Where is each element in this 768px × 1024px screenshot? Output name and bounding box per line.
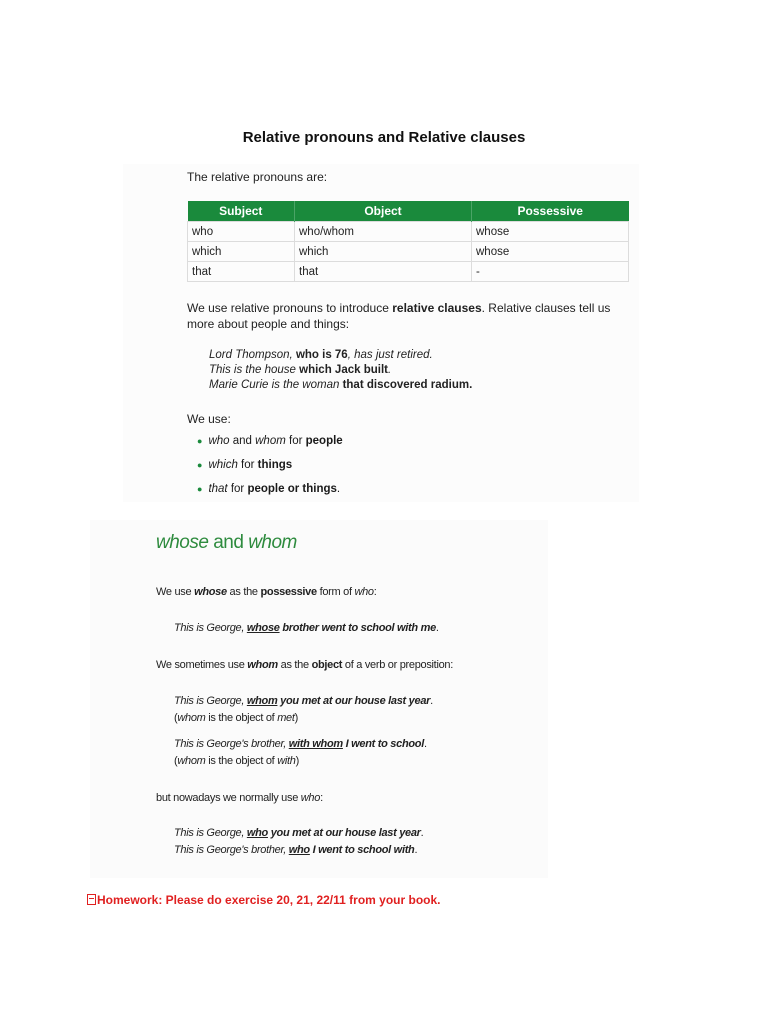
- text-span: brother went to school with me: [279, 622, 436, 634]
- bullet-dot-icon: ●: [197, 460, 203, 470]
- whom-example-2: [174, 738, 427, 750]
- text-span: We use relative pronouns to introduce: [187, 301, 393, 315]
- text-span: which: [208, 459, 238, 471]
- text-span: whom: [177, 755, 206, 767]
- text-span: whose: [194, 586, 227, 598]
- text-span: who: [300, 792, 321, 804]
- text-span: that: [208, 483, 228, 495]
- text-span: .: [420, 827, 424, 839]
- text-span: and: [229, 435, 256, 447]
- bold-term: people or things: [247, 483, 337, 495]
- whose-and-whom-panel: [90, 520, 548, 878]
- bold-term: things: [257, 459, 293, 471]
- table-row: [188, 222, 629, 242]
- bullet-dot-icon: ●: [197, 436, 203, 446]
- whom-note-2: [174, 755, 299, 767]
- table-cell: that: [295, 262, 472, 282]
- text-span: is the object of: [205, 712, 278, 724]
- underlined-term: who: [246, 827, 268, 839]
- text-span: ): [295, 755, 299, 767]
- underlined-term: with whom: [288, 738, 343, 750]
- text-span: We sometimes use: [156, 659, 248, 671]
- text-span: as the: [277, 659, 312, 671]
- text-span: whom: [247, 659, 278, 671]
- table-row: [188, 242, 629, 262]
- bold-term: people: [305, 435, 343, 447]
- clipboard-icon: [87, 894, 96, 905]
- text-span: whom: [255, 435, 286, 447]
- bullet-dot-icon: ●: [197, 484, 203, 494]
- underlined-term: who: [288, 844, 310, 856]
- who-example-2: [174, 844, 417, 856]
- text-span: . Relative clauses tell us more about people and things:: [187, 301, 611, 331]
- text-span: but nowadays we normally use: [156, 792, 301, 804]
- relative-clauses-paragraph: [187, 300, 627, 332]
- pronouns-intro: The relative pronouns are:: [187, 170, 328, 184]
- whose-whom-heading: [156, 532, 297, 554]
- who-example-1: [174, 827, 423, 839]
- example-line: [209, 378, 472, 393]
- text-span: whose: [156, 532, 209, 553]
- text-span: (: [174, 712, 178, 724]
- text-span: for: [227, 483, 248, 495]
- bold-term: that discovered radium.: [342, 379, 473, 391]
- homework-text: Homework: Please do exercise 20, 21, 22/11 from your book.: [97, 893, 441, 907]
- whose-example: [174, 622, 439, 634]
- homework-note: [87, 893, 441, 907]
- example-sentences: [209, 348, 472, 393]
- text-span: .: [435, 622, 439, 634]
- table-row: [188, 262, 629, 282]
- text-span: form of: [316, 586, 355, 598]
- text-span: you met at our house last year: [277, 695, 431, 707]
- text-span: This is George,: [174, 827, 247, 839]
- usage-bullet-list: [197, 434, 343, 506]
- text-span: of a verb or preposition:: [342, 659, 453, 671]
- text-span: ): [294, 712, 298, 724]
- text-span: who: [354, 586, 374, 598]
- underlined-term: whom: [246, 695, 278, 707]
- relative-pronouns-panel: [123, 164, 639, 502]
- text-span: .: [423, 738, 427, 750]
- table-cell: -: [472, 262, 629, 282]
- text-span: This is the house: [209, 364, 300, 376]
- text-span: This is George,: [174, 695, 247, 707]
- whose-explanation: [156, 586, 377, 598]
- we-use-label: We use:: [187, 412, 231, 426]
- header-subject: Subject: [188, 201, 295, 222]
- text-span: is the object of: [205, 755, 278, 767]
- underlined-term: whose: [246, 622, 280, 634]
- bold-term: object: [311, 659, 343, 671]
- whom-example-1: [174, 695, 433, 707]
- text-span: :: [373, 586, 377, 598]
- example-line: [209, 348, 472, 363]
- list-item: [197, 458, 343, 482]
- table-cell: whose: [472, 222, 629, 242]
- header-possessive: Possessive: [472, 201, 629, 222]
- text-span: I went to school with: [309, 844, 415, 856]
- text-span: This is George's brother,: [174, 844, 289, 856]
- list-item: [197, 434, 343, 458]
- text-span: .: [387, 364, 392, 376]
- text-span: for: [237, 459, 258, 471]
- text-span: I went to school: [342, 738, 424, 750]
- text-span: We use: [156, 586, 195, 598]
- text-span: as the: [226, 586, 261, 598]
- document-title: Relative pronouns and Relative clauses: [242, 129, 526, 146]
- relative-pronouns-table: [187, 201, 629, 282]
- whom-explanation: [156, 659, 453, 671]
- table-cell: that: [188, 262, 295, 282]
- header-object: Object: [295, 201, 472, 222]
- text-span: Marie Curie is the woman: [209, 379, 343, 391]
- text-span: with: [277, 755, 296, 767]
- text-span: met: [277, 712, 295, 724]
- bold-term: which Jack built: [299, 364, 388, 376]
- bold-term: who is 76: [295, 349, 348, 361]
- bold-term: relative clauses: [392, 301, 482, 315]
- text-span: .: [430, 695, 433, 707]
- table-cell: who: [188, 222, 295, 242]
- text-span: This is George,: [174, 622, 247, 634]
- table-cell: which: [295, 242, 472, 262]
- table-header-row: [188, 201, 629, 222]
- text-span: .: [414, 844, 418, 856]
- text-span: (: [174, 755, 178, 767]
- example-line: [209, 363, 472, 378]
- text-span: Lord Thompson,: [209, 349, 296, 361]
- table-cell: who/whom: [295, 222, 472, 242]
- text-span: for: [285, 435, 306, 447]
- table-cell: whose: [472, 242, 629, 262]
- nowadays-explanation: [156, 792, 323, 804]
- text-span: :: [320, 792, 323, 804]
- text-span: and: [208, 532, 249, 553]
- table-cell: which: [188, 242, 295, 262]
- whom-note-1: [174, 712, 298, 724]
- text-span: you met at our house last year: [267, 827, 421, 839]
- text-span: , has just retired.: [347, 349, 433, 361]
- text-span: whom: [177, 712, 206, 724]
- text-span: .: [336, 483, 341, 495]
- text-span: This is George's brother,: [174, 738, 289, 750]
- list-item: [197, 482, 343, 506]
- text-span: whom: [248, 532, 297, 553]
- bold-term: possessive: [260, 586, 317, 598]
- text-span: who: [208, 435, 230, 447]
